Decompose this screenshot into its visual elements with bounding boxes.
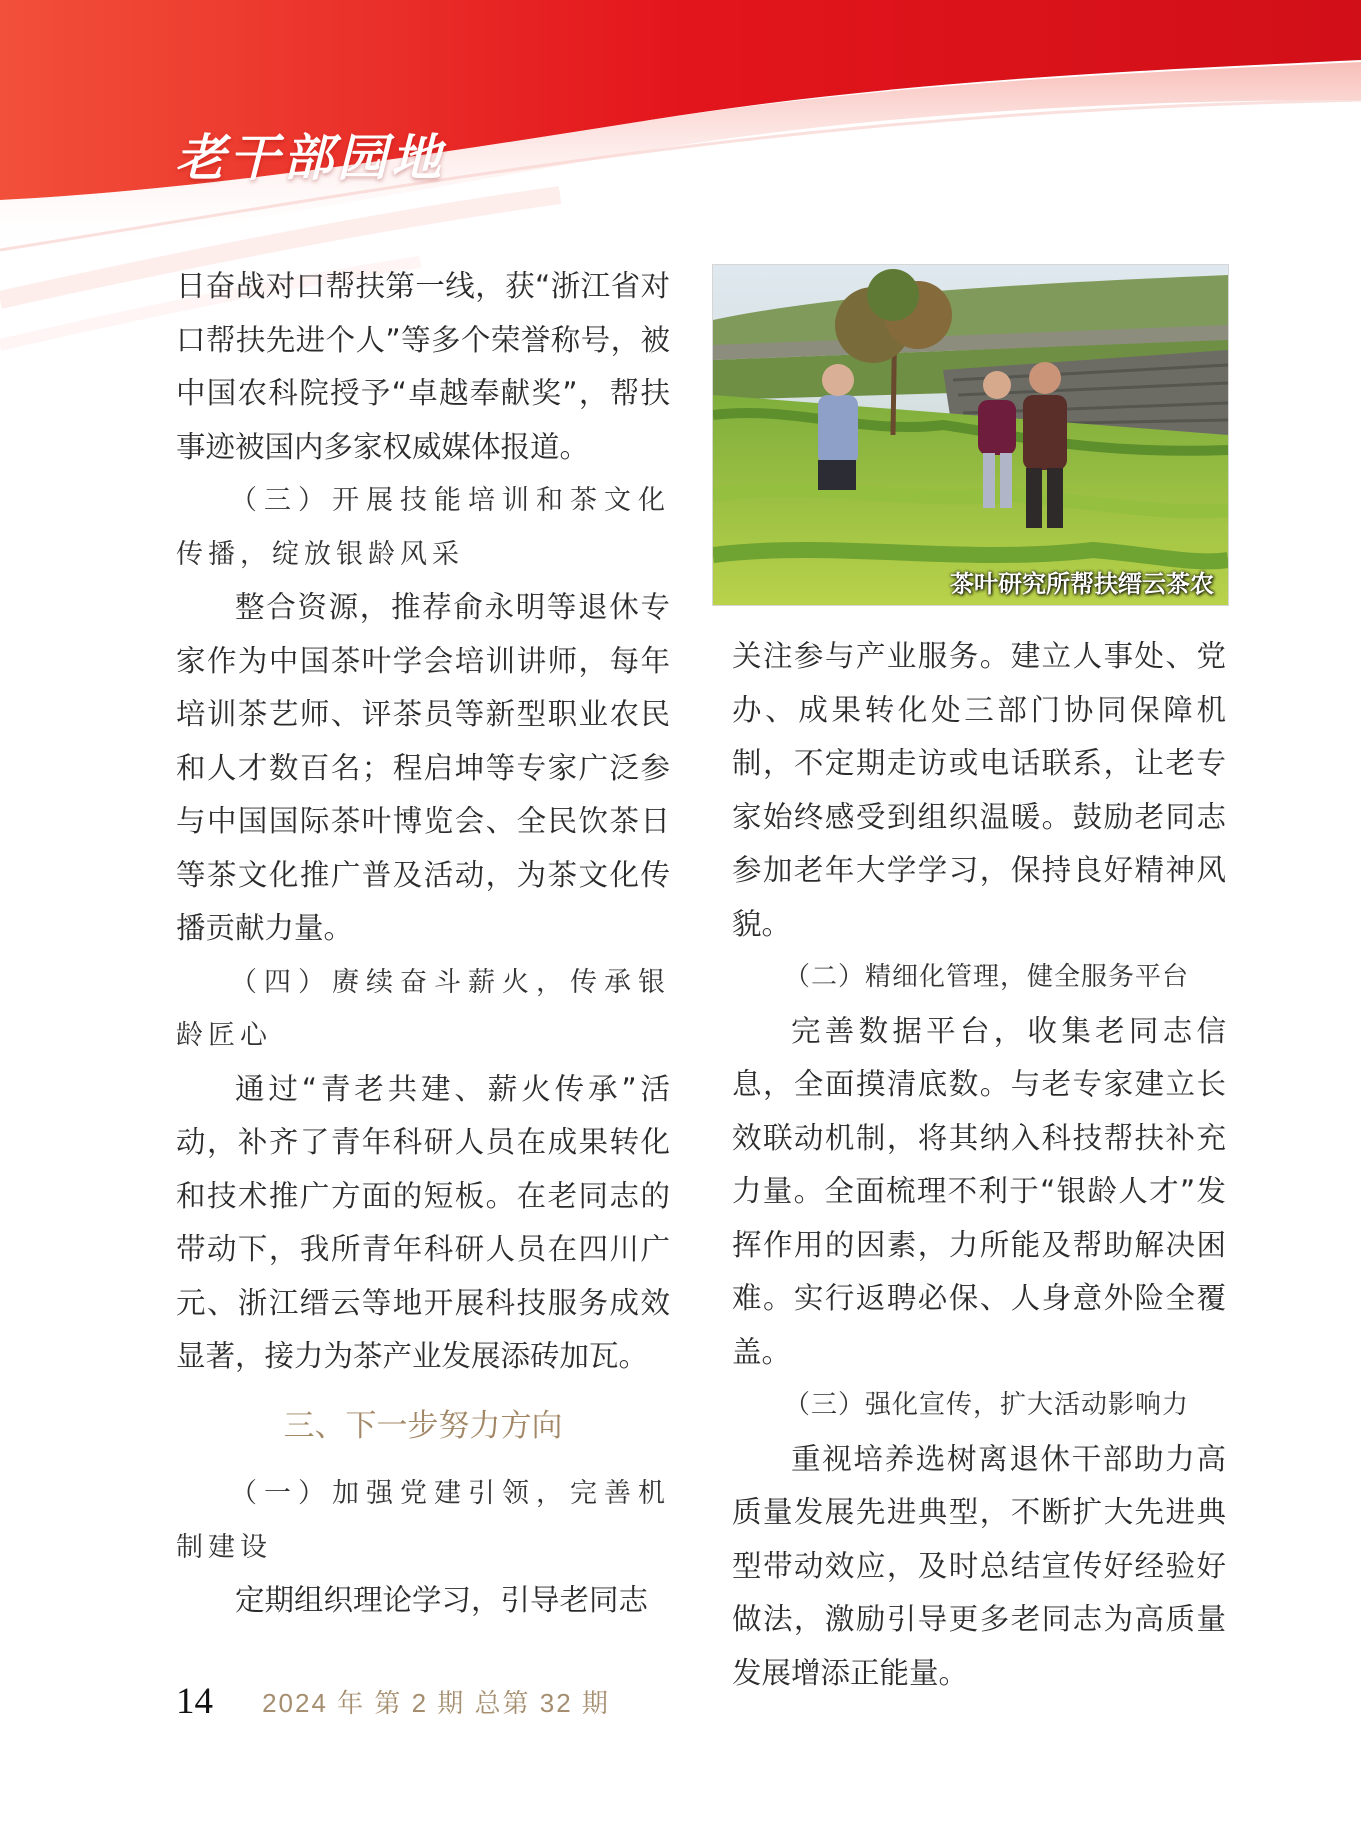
photo-caption: 茶叶研究所帮扶缙云茶农: [950, 570, 1214, 598]
body-paragraph: 关注参与产业服务。建立人事处、党办、成果转化处三部门协同保障机制，不定期走访或电话联系，让老专家始终感受到组织温暖。鼓励老同志参加老年大学学习，保持良好精神风貌。: [732, 639, 1226, 941]
photo-illustration: [713, 265, 1228, 605]
left-column: [176, 260, 670, 1628]
body-paragraph: 重视培养选树离退休干部助力高质量发展先进典型，不断扩大先进典型带动效应，及时总结宣传好经验好做法，激励引导更多老同志为高质量发展增添正能量。: [732, 1441, 1226, 1690]
subheading: （四）赓续奋斗薪火，传承银龄匠心: [176, 966, 670, 1051]
body-paragraph: 定期组织理论学习，引导老同志: [235, 1583, 649, 1617]
section-heading: 三、下一步努力方向: [283, 1407, 563, 1444]
tea-garden-photo: [712, 264, 1229, 606]
issue-info: 2024 年 第 2 期 总第 32 期: [262, 1688, 610, 1718]
subheading: （二）精细化管理，健全服务平台: [784, 962, 1190, 992]
subheading: （三）开展技能培训和茶文化传播，绽放银龄风采: [176, 485, 670, 570]
page-footer: [176, 1680, 610, 1723]
subheading: （一）加强党建引领，完善机制建设: [176, 1478, 670, 1563]
body-paragraph: 通过“青老共建、薪火传承”活动，补齐了青年科研人员在成果转化和技术推广方面的短板。在老同志的带动下，我所青年科研人员在四川广元、浙江缙云等地开展科技服务成效显著，接力为茶产业发展添砖加瓦。: [176, 1071, 670, 1373]
page-number: 14: [176, 1681, 213, 1722]
body-paragraph: 完善数据平台，收集老同志信息，全面摸清底数。与老专家建立长效联动机制，将其纳入科技帮扶补充力量。全面梳理不利于“银龄人才”发挥作用的因素，力所能及帮助解决困难。实行返聘必保、人身意外险全覆盖。: [732, 1013, 1226, 1369]
body-paragraph: 整合资源，推荐俞永明等退休专家作为中国茶叶学会培训讲师，每年培训茶艺师、评茶员等新型职业农民和人才数百名；程启坤等专家广泛参与中国国际茶叶博览会、全民饮茶日等茶文化推广普及活动，为茶文化传播贡献力量。: [176, 590, 670, 945]
body-paragraph: 日奋战对口帮扶第一线，获“浙江省对口帮扶先进个人”等多个荣誉称号，被中国农科院授予“卓越奉献奖”，帮扶事迹被国内多家权威媒体报道。: [176, 269, 670, 464]
right-column: [732, 630, 1226, 1700]
masthead-title: 老干部园地: [175, 128, 445, 187]
subheading: （三）强化宣传，扩大活动影响力: [784, 1390, 1190, 1420]
